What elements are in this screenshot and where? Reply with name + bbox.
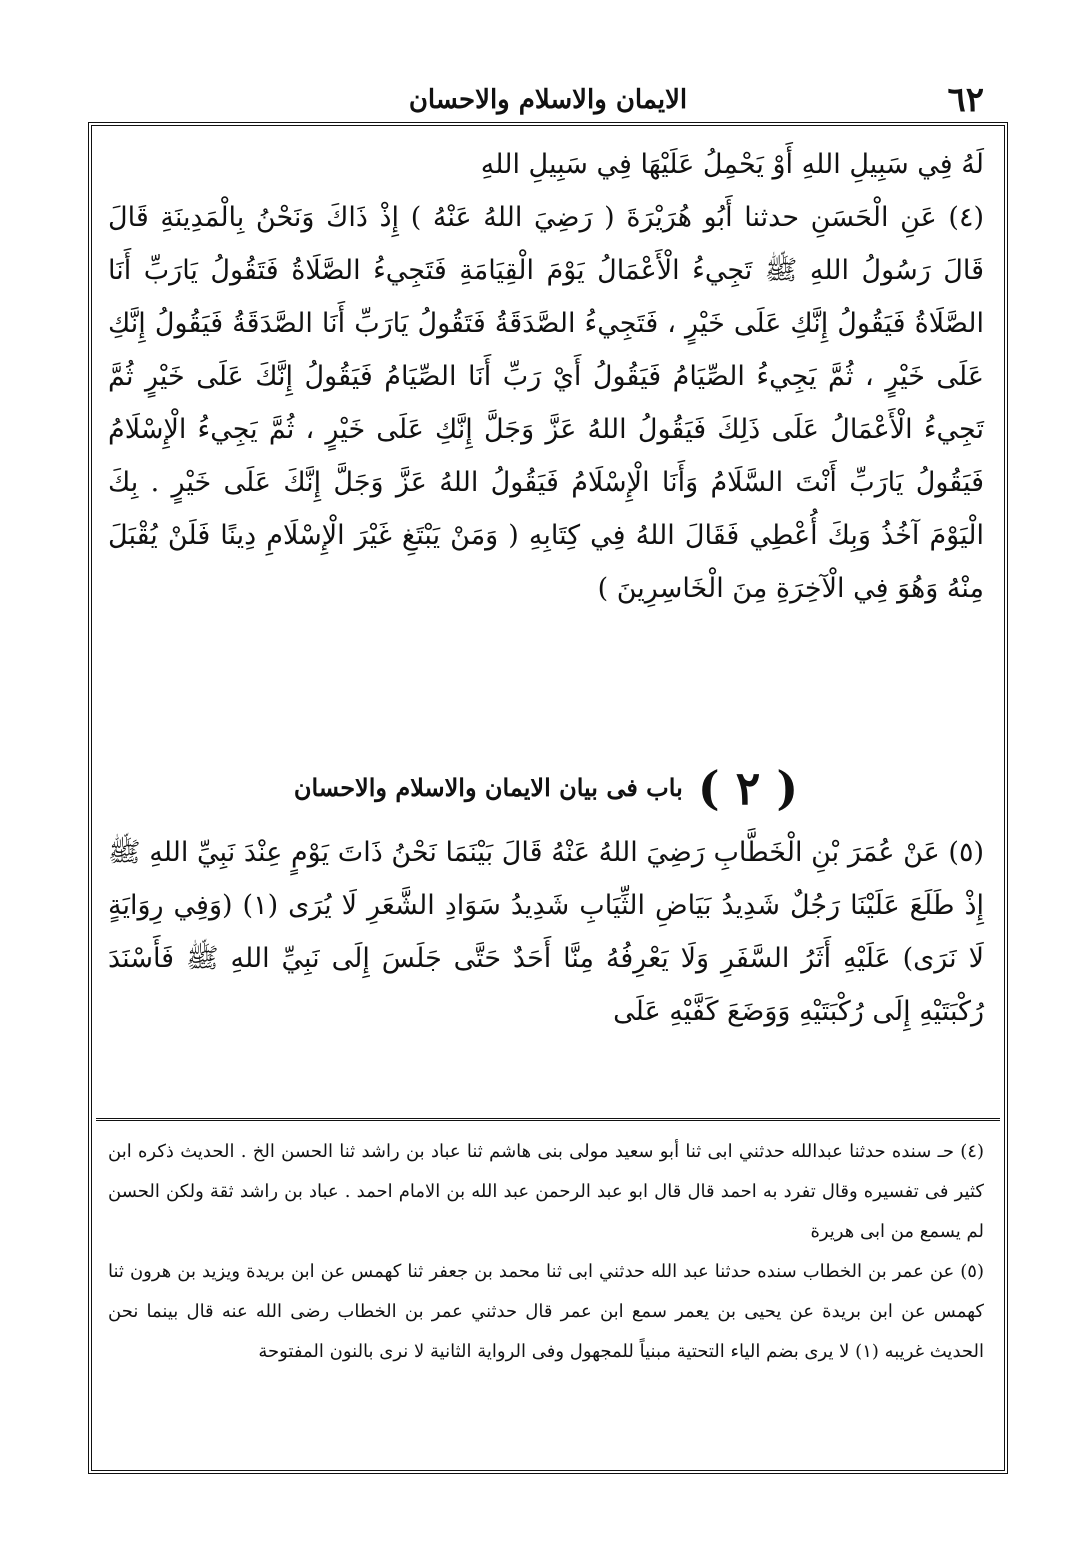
page-number: ٦٢ xyxy=(947,80,984,120)
footnotes xyxy=(108,1132,984,1372)
main-text-bottom xyxy=(108,826,984,1038)
footnote-divider xyxy=(96,1118,1000,1121)
main-paragraph: (٤) عَنِ الْحَسَنِ حدثنا أَبُو هُرَيْرَةَ ( رَضِيَ اللهُ عَنْهُ ) إِذْ ذَاكَ وَنَحْنُ بِالْمَدِينَةِ قَالَ قَالَ رَسُولُ اللهِ ﷺ تَجِيءُ الْأَعْمَالُ يَوْمَ الْقِيَامَةِ فَتَجِيءُ الصَّلَاةُ فَتَقُولُ يَارَبِّ أَنَا الصَّلَاةُ فَيَقُولُ إِنَّكِ عَلَى خَيْرٍ ، فَتَجِيءُ الصَّدَقَةُ فَتَقُولُ يَارَبِّ أَنَا الصَّدَقَةُ فَيَقُولُ إِنَّكِ عَلَى خَيْرٍ ، ثُمَّ يَجِيءُ الصِّيَامُ فَيَقُولُ أَيْ رَبِّ أَنَا الصِّيَامُ فَيَقُولُ إِنَّكَ عَلَى خَيْرٍ ثُمَّ تَجِيءُ الْأَعْمَالُ عَلَى ذَلِكَ فَيَقُولُ اللهُ عَزَّ وَجَلَّ إِنَّكِ عَلَى خَيْرٍ ، ثُمَّ يَجِيءُ الْإِسْلَامُ فَيَقُولُ يَارَبِّ أَنْتَ السَّلَامُ وَأَنَا الْإِسْلَامُ فَيَقُولُ اللهُ عَزَّ وَجَلَّ إِنَّكَ عَلَى خَيْرٍ . بِكَ الْيَوْمَ آخُذُ وَبِكَ أُعْطِي فَقَالَ اللهُ فِي كِتَابِهِ ( وَمَنْ يَبْتَغِ غَيْرَ الْإِسْلَامِ دِينًا فَلَنْ يُقْبَلَ مِنْهُ وَهُوَ فِي الْآخِرَةِ مِنَ الْخَاسِرِينَ ) xyxy=(108,202,984,604)
footnote: (٥) عن عمر بن الخطاب سنده حدثنا عبد الله حدثني ابى ثنا محمد بن جعفر ثنا كهمس عن ابن بريدة ويزيد بن هرون ثنا كهمس عن ابن بريدة عن يحيى بن يعمر سمع ابن عمر قال حدثني عمر بن الخطاب رضى الله عنه قال بينما نحن الحديث غريبه (١) لا يرى بضم الياء التحتية مبنياً للمجهول وفى الرواية الثانية لا نرى بالنون المفتوحة xyxy=(108,1261,984,1362)
main-paragraph: لَهُ فِي سَبِيلِ اللهِ أَوْ يَحْمِلُ عَلَيْهَا فِي سَبِيلِ اللهِ xyxy=(480,149,984,180)
footnote: (٤) حـ سنده حدثنا عبدالله حدثني ابى ثنا أبو سعيد مولى بنى هاشم ثنا عباد بن راشد ثنا الحسن الخ . الحديث ذكره ابن كثير فى تفسيره وقال تفرد به احمد قال قال ابو عبد الرحمن عبد الله بن الامام احمد . عباد بن راشد ثقة ولكن الحسن لم يسمع من ابى هريرة xyxy=(108,1141,984,1242)
main-text-top xyxy=(108,138,984,615)
main-paragraph: (٥) عَنْ عُمَرَ بْنِ الْخَطَّابِ رَضِيَ اللهُ عَنْهُ قَالَ بَيْنَمَا نَحْنُ ذَاتَ يَوْمٍ عِنْدَ نَبِيِّ اللهِ ﷺ إِذْ طَلَعَ عَلَيْنَا رَجُلٌ شَدِيدُ بَيَاضِ الثِّيَابِ شَدِيدُ سَوَادِ الشَّعَرِ لَا يُرَى (١) (وَفِي رِوَايَةٍ لَا نَرَى) عَلَيْهِ أَثَرُ السَّفَرِ وَلَا يَعْرِفُهُ مِنَّا أَحَدٌ حَتَّى جَلَسَ إِلَى نَبِيِّ اللهِ ﷺ فَأَسْنَدَ رُكْبَتَيْهِ إِلَى رُكْبَتَيْهِ وَوَضَعَ كَفَّيْهِ عَلَى xyxy=(108,837,984,1027)
chapter-title: باب فى بيان الايمان والاسلام والاحسان xyxy=(293,772,683,802)
page-header xyxy=(96,78,1000,122)
chapter-number: ( ٢ ) xyxy=(697,760,799,815)
running-title: الايمان والاسلام والاحسان xyxy=(408,85,688,115)
chapter-heading xyxy=(108,752,984,822)
